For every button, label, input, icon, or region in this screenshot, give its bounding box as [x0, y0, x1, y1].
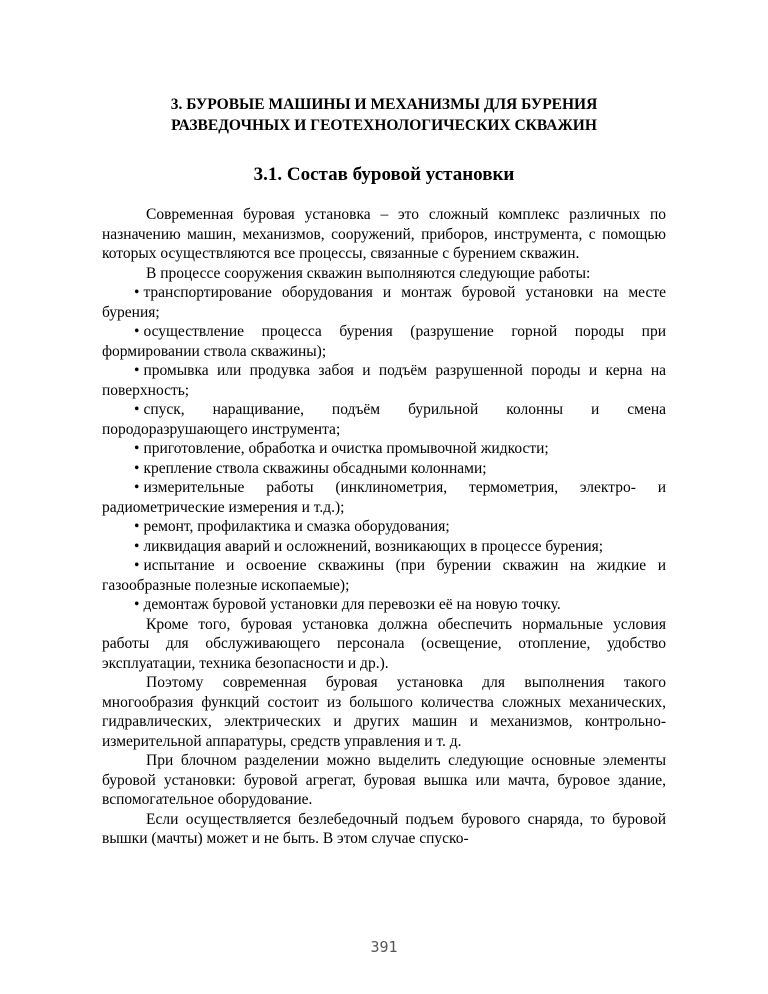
bullet-icon: •: [134, 479, 140, 496]
list-item: • ремонт, профилактика и смазка оборудования;: [134, 518, 450, 535]
list-item: • транспортирование оборудования и монтаж буровой установки на месте бурения;: [102, 284, 666, 321]
list-item: • осуществление процесса бурения (разрушение горной породы при формировании ствола скважины);: [102, 323, 666, 360]
bullet-icon: •: [134, 401, 140, 418]
composition-paragraph: Поэтому современная буровая установка для выполнения такого многообразия функций состоит из большого количества сложных механических, гидравлических, электрических и других машин и механизмов, контрольно-измерительной аппаратуры, средств управления и т. д.: [102, 674, 666, 750]
list-item: • испытание и освоение скважины (при бурении скважин на жидкие и газообразные полезные ископаемые);: [102, 557, 666, 594]
list-item: • промывка или продувка забоя и подъём разрушенной породы и керна на поверхность;: [102, 362, 666, 399]
conditions-paragraph: Кроме того, буровая установка должна обеспечить нормальные условия работы для обслуживающего персонала (освещение, отопление, удобство эксплуатации, техника безопасности и др.).: [102, 615, 666, 672]
bullet-icon: •: [134, 459, 140, 477]
list-item: • приготовление, обработка и очистка промывочной жидкости;: [134, 440, 549, 457]
chapter-title-line-2: РАЗВЕДОЧНЫХ И ГЕОТЕХНОЛОГИЧЕСКИХ СКВАЖИН: [171, 117, 597, 134]
list-item: • спуск, наращивание, подъём бурильной колонны и смена породоразрушающего инструмента;: [102, 401, 666, 438]
bullet-icon: •: [134, 518, 140, 535]
document-page: [102, 92, 666, 849]
bullet-icon: •: [134, 362, 140, 379]
bullet-icon: •: [134, 440, 140, 457]
list-item: • демонтаж буровой установки для перевозки её на новую точку.: [134, 596, 561, 613]
bullet-icon: •: [134, 557, 140, 574]
bullet-icon: •: [134, 596, 140, 613]
section-title: 3.1. Состав буровой установки: [253, 164, 515, 185]
page-number: 391: [370, 938, 398, 956]
list-item: • ликвидация аварий и осложнений, возникающих в процессе бурения;: [134, 537, 604, 555]
elements-paragraph: При блочном разделении можно выделить следующие основные элементы буровой установки: буровой агрегат, буровая вышка или мачта, буровое здание, вспомогательное оборудование.: [102, 752, 666, 808]
list-item: • измерительные работы (инклинометрия, термометрия, электро- и радиометрические измерения и т.д.);: [102, 479, 666, 516]
lift-paragraph: Если осуществляется безлебедочный подъем бурового снаряда, то буровой вышки (мачты) может и не быть. В этом случае спуско-: [102, 810, 666, 847]
works-intro-paragraph: В процессе сооружения скважин выполняются следующие работы:: [146, 264, 591, 282]
intro-paragraph: Современная буровая установка – это сложный комплекс различных по назначению машин, механизмов, сооружений, приборов, инструмента, с помощью которых осуществляются все процессы, связанные с бурением скважин.: [102, 206, 666, 262]
list-item: • крепление ствола скважины обсадными колоннами;: [134, 459, 487, 477]
bullet-icon: •: [134, 537, 140, 555]
bullet-icon: •: [134, 323, 140, 340]
works-list: [102, 283, 666, 615]
bullet-icon: •: [134, 284, 140, 301]
chapter-title: [102, 92, 666, 136]
chapter-title-line-1: 3. БУРОВЫЕ МАШИНЫ И МЕХАНИЗМЫ ДЛЯ БУРЕНИЯ: [170, 96, 598, 113]
